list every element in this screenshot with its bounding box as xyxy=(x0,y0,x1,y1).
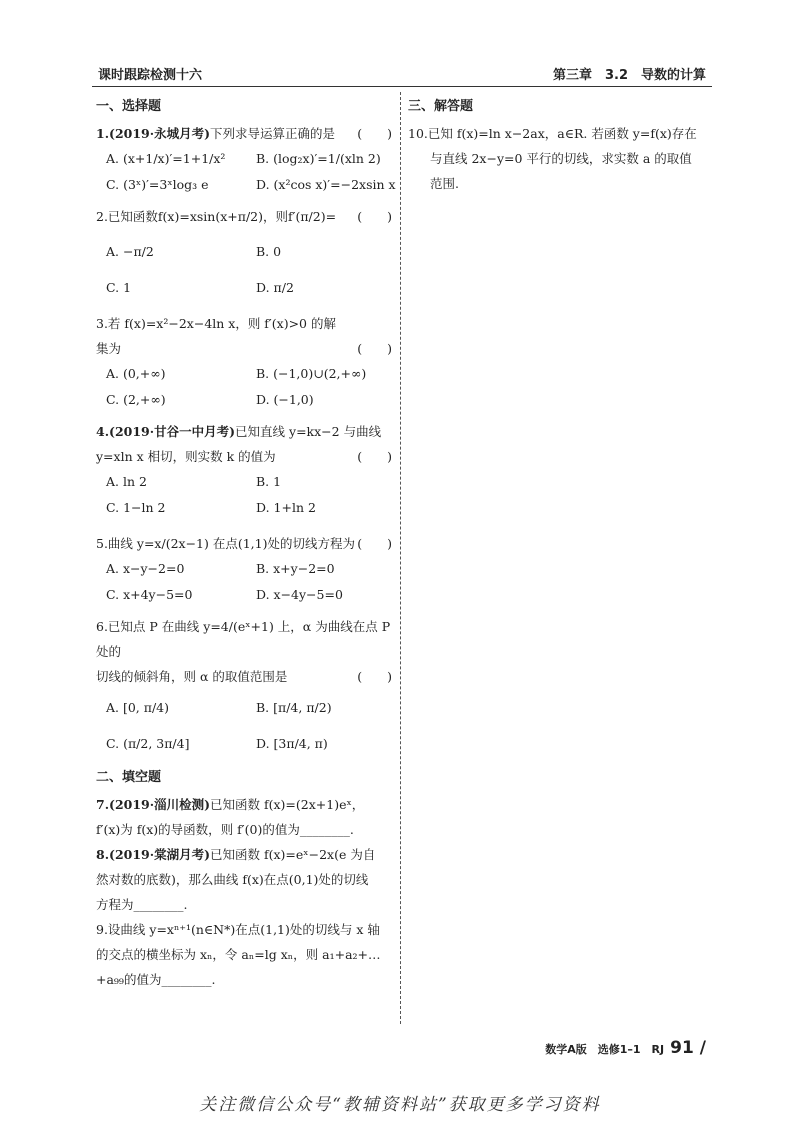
question-8 xyxy=(96,842,392,917)
q3-option-a: A. (0,+∞) xyxy=(106,366,166,381)
q1-bracket: ( ) xyxy=(357,126,392,141)
q6-text1: 6.已知点 P 在曲线 y=4/(eˣ+1) 上，α 为曲线在点 P 处的 xyxy=(96,619,391,659)
header-rule xyxy=(92,86,712,87)
q1-option-a: A. (x+1/x)′=1+1/x² xyxy=(106,151,226,166)
q8-lead: 8.(2019·棠湖月考) xyxy=(96,847,211,862)
q6-option-c: C. (π/2, 3π/4] xyxy=(106,736,190,751)
q4-text2: y=xln x 相切，则实数 k 的值为 xyxy=(96,449,276,464)
q2-option-a: A. −π/2 xyxy=(106,244,154,259)
question-7 xyxy=(96,792,392,842)
q10-text3: 范围. xyxy=(430,176,459,191)
question-2 xyxy=(96,204,392,301)
watermark: 关注微信公众号“教辅资料站”获取更多学习资料 xyxy=(199,1095,601,1115)
q1-option-b: B. (log₂x)′=1/(xln 2) xyxy=(256,151,381,166)
page-number: 91 xyxy=(670,1038,694,1058)
q4-lead: 4.(2019·甘谷一中月考) xyxy=(96,424,236,439)
header-right: 第三章 3.2 导数的计算 xyxy=(552,68,706,83)
q7-lead: 7.(2019·淄川检测) xyxy=(96,797,211,812)
q8-text2: 然对数的底数)，那么曲线 f(x)在点(0,1)处的切线 xyxy=(96,872,369,887)
q10-text2: 与直线 2x−y=0 平行的切线，求实数 a 的取值 xyxy=(430,151,692,166)
q2-option-d: D. π/2 xyxy=(256,280,294,295)
q5-text: 5.曲线 y=x/(2x−1) 在点(1,1)处的切线方程为 xyxy=(96,536,355,551)
q4-option-c: C. 1−ln 2 xyxy=(106,500,166,515)
q5-option-b: B. x+y−2=0 xyxy=(256,561,335,576)
right-column xyxy=(408,92,708,196)
q1-text: 下列求导运算正确的是 xyxy=(210,126,336,141)
q6-text2: 切线的倾斜角，则 α 的取值范围是 xyxy=(96,669,288,684)
q9-text2: 的交点的横坐标为 xₙ，令 aₙ=lg xₙ，则 a₁+a₂+… xyxy=(96,947,381,962)
q5-bracket: ( ) xyxy=(357,536,392,551)
footer xyxy=(545,1038,706,1058)
q4-bracket: ( ) xyxy=(357,449,392,464)
question-5 xyxy=(96,531,392,608)
q3-option-c: C. (2,+∞) xyxy=(106,392,166,407)
q5-option-c: C. x+4y−5=0 xyxy=(106,587,193,602)
q10-text1: 10.已知 f(x)=ln x−2ax，a∈R. 若函数 y=f(x)存在 xyxy=(408,126,697,141)
q2-bracket: ( ) xyxy=(357,209,392,224)
section-choice: 一、选择题 xyxy=(96,99,162,114)
question-9 xyxy=(96,917,392,992)
q8-text1: 已知函数 f(x)=eˣ−2x(e 为自 xyxy=(210,847,376,862)
q2-text: 2.已知函数f(x)=xsin(x+π/2)，则f′(π/2)= xyxy=(96,209,337,224)
q3-option-b: B. (−1,0)∪(2,+∞) xyxy=(256,366,367,381)
q5-option-d: D. x−4y−5=0 xyxy=(256,587,343,602)
q3-text1: 3.若 f(x)=x²−2x−4ln x，则 f′(x)>0 的解 xyxy=(96,316,336,331)
question-1 xyxy=(96,121,396,198)
section-answer: 三、解答题 xyxy=(408,99,474,114)
footer-label: 数学A版 选修1–1 RJ xyxy=(545,1043,665,1056)
question-10 xyxy=(408,121,708,196)
q3-text2: 集为 xyxy=(96,341,122,356)
question-6 xyxy=(96,614,392,757)
q3-bracket: ( ) xyxy=(357,341,392,356)
q1-lead: 1.(2019·永城月考) xyxy=(96,126,211,141)
q7-text2: f′(x)为 f(x)的导函数，则 f′(0)的值为________. xyxy=(96,822,354,837)
q9-text1: 9.设曲线 y=xⁿ⁺¹(n∈N*)在点(1,1)处的切线与 x 轴 xyxy=(96,922,380,937)
q4-text1: 已知直线 y=kx−2 与曲线 xyxy=(235,424,382,439)
q6-option-d: D. [3π/4, π) xyxy=(256,736,328,751)
q6-option-b: B. [π/4, π/2) xyxy=(256,700,332,715)
q8-text3: 方程为________. xyxy=(96,897,188,912)
q7-text1: 已知函数 f(x)=(2x+1)eˣ， xyxy=(210,797,365,812)
q1-option-c: C. (3ˣ)′=3ˣlog₃ e xyxy=(106,177,209,192)
footer-slash: / xyxy=(699,1038,706,1058)
q3-option-d: D. (−1,0) xyxy=(256,392,314,407)
q4-option-a: A. ln 2 xyxy=(106,474,147,489)
q5-option-a: A. x−y−2=0 xyxy=(106,561,185,576)
left-column xyxy=(96,92,396,992)
q9-text3: +a₉₉的值为________. xyxy=(96,972,216,987)
question-3 xyxy=(96,311,392,413)
section-fill: 二、填空题 xyxy=(96,770,162,785)
column-divider xyxy=(400,92,401,1024)
q4-option-b: B. 1 xyxy=(256,474,282,489)
q1-option-d: D. (x²cos x)′=−2xsin x xyxy=(256,177,396,192)
q6-option-a: A. [0, π/4) xyxy=(106,700,170,715)
question-4 xyxy=(96,419,392,521)
q2-option-c: C. 1 xyxy=(106,280,132,295)
q6-bracket: ( ) xyxy=(357,669,392,684)
header-left: 课时跟踪检测十六 xyxy=(98,68,203,83)
q2-option-b: B. 0 xyxy=(256,244,282,259)
q4-option-d: D. 1+ln 2 xyxy=(256,500,316,515)
